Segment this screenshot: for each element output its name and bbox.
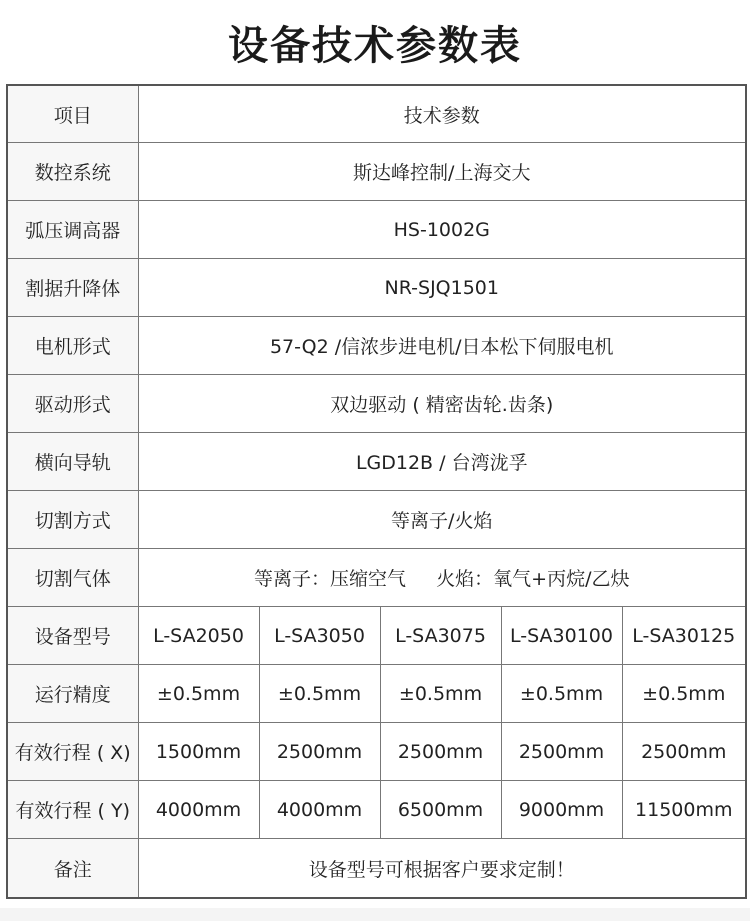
table-row-motor-type	[7, 317, 746, 375]
table-row-cutting-method	[7, 491, 746, 549]
table-row-travel-y	[7, 781, 746, 839]
row-value: 技术参数	[138, 85, 746, 143]
table-row-torch-lifter	[7, 259, 746, 317]
travel-y-cell: 9000mm	[501, 781, 622, 839]
row-label: 切割气体	[7, 549, 138, 607]
row-label: 割据升降体	[7, 259, 138, 317]
travel-x-cell: 2500mm	[380, 723, 501, 781]
table-row-precision	[7, 665, 746, 723]
row-value: HS-1002G	[138, 201, 746, 259]
row-label: 项目	[7, 85, 138, 143]
bottom-strip	[0, 908, 750, 921]
table-row-cnc-system	[7, 143, 746, 201]
row-label: 横向导轨	[7, 433, 138, 491]
row-label: 有效行程 ( Y)	[7, 781, 138, 839]
table-row-travel-x	[7, 723, 746, 781]
row-label: 数控系统	[7, 143, 138, 201]
table-row-models	[7, 607, 746, 665]
travel-x-cell: 2500mm	[501, 723, 622, 781]
travel-x-cell: 2500mm	[259, 723, 380, 781]
model-cell: L-SA3075	[380, 607, 501, 665]
row-label: 驱动形式	[7, 375, 138, 433]
row-label: 弧压调高器	[7, 201, 138, 259]
row-label: 电机形式	[7, 317, 138, 375]
row-value: 57-Q2 /信浓步进电机/日本松下伺服电机	[138, 317, 746, 375]
row-label: 设备型号	[7, 607, 138, 665]
precision-cell: ±0.5mm	[259, 665, 380, 723]
travel-y-cell: 4000mm	[138, 781, 259, 839]
spec-table	[6, 84, 747, 899]
row-value: 双边驱动 ( 精密齿轮.齿条)	[138, 375, 746, 433]
table-row-cutting-gas	[7, 549, 746, 607]
table-row-drive-type	[7, 375, 746, 433]
row-value: 等离子/火焰	[138, 491, 746, 549]
precision-cell: ±0.5mm	[501, 665, 622, 723]
row-label: 运行精度	[7, 665, 138, 723]
travel-y-cell: 6500mm	[380, 781, 501, 839]
row-value: 斯达峰控制/上海交大	[138, 143, 746, 201]
remark-value: 设备型号可根据客户要求定制！	[138, 839, 746, 899]
table-row-header	[7, 85, 746, 143]
model-cell: L-SA30100	[501, 607, 622, 665]
model-cell: L-SA3050	[259, 607, 380, 665]
travel-x-cell: 2500mm	[622, 723, 746, 781]
precision-cell: ±0.5mm	[138, 665, 259, 723]
table-row-arc-height-controller	[7, 201, 746, 259]
travel-y-cell: 11500mm	[622, 781, 746, 839]
travel-x-cell: 1500mm	[138, 723, 259, 781]
row-value: NR-SJQ1501	[138, 259, 746, 317]
row-label: 有效行程 ( X)	[7, 723, 138, 781]
model-cell: L-SA2050	[138, 607, 259, 665]
travel-y-cell: 4000mm	[259, 781, 380, 839]
row-value: LGD12B / 台湾泷孚	[138, 433, 746, 491]
precision-cell: ±0.5mm	[622, 665, 746, 723]
page-title: 设备技术参数表	[228, 23, 522, 69]
table-row-remark	[7, 839, 746, 899]
row-label: 备注	[7, 839, 138, 899]
model-cell: L-SA30125	[622, 607, 746, 665]
table-row-transverse-rail	[7, 433, 746, 491]
row-label: 切割方式	[7, 491, 138, 549]
row-value: 等离子：压缩空气 火焰：氧气+丙烷/乙炔	[138, 549, 746, 607]
precision-cell: ±0.5mm	[380, 665, 501, 723]
